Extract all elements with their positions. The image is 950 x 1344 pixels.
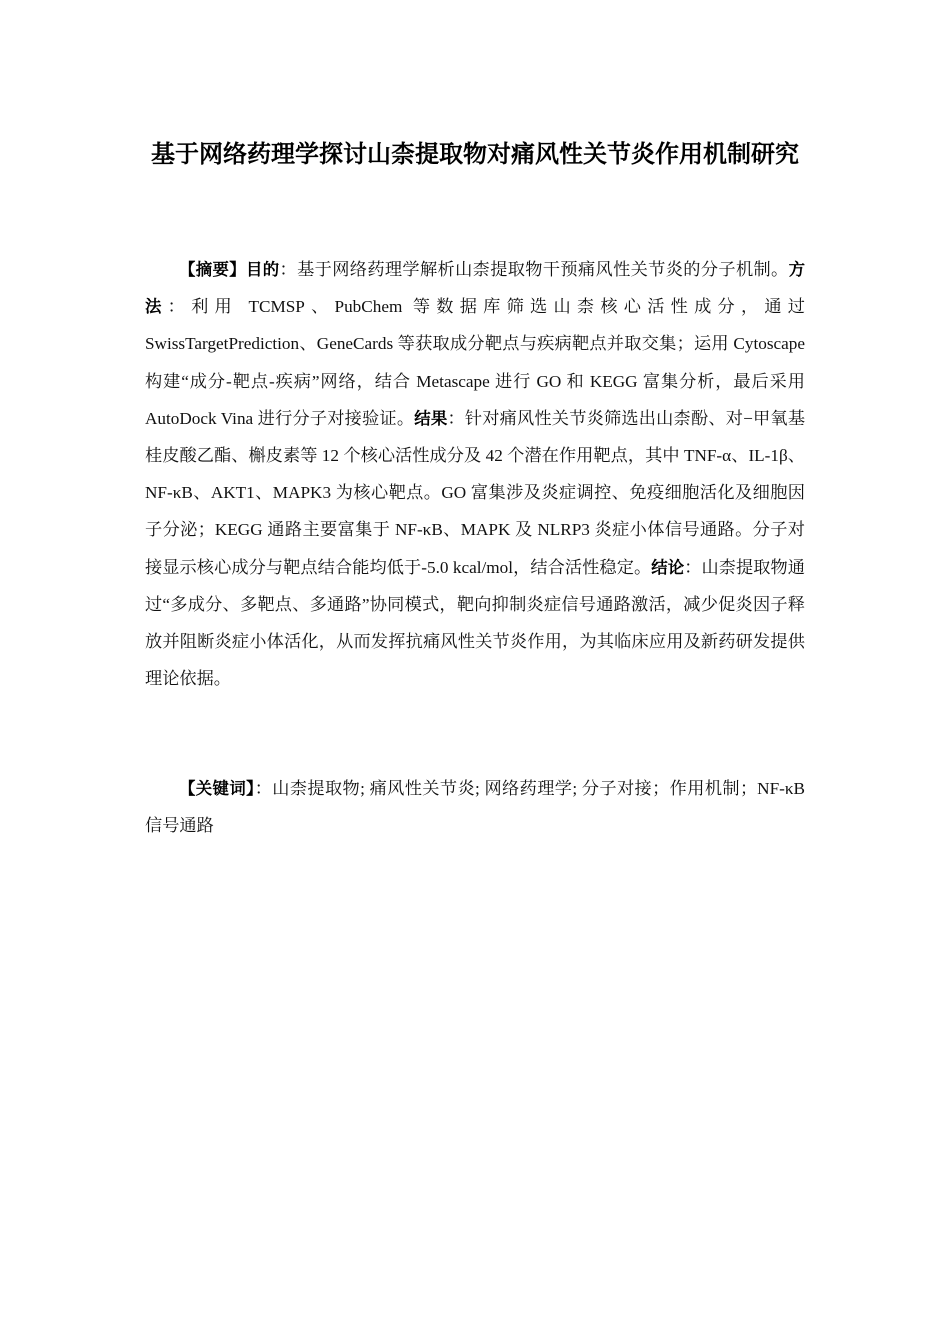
keywords-paragraph — [145, 770, 805, 844]
conclusion-text: ：山柰提取物通过“多成分、多靶点、多通路”协同模式，靶向抑制炎症信号通路激活，减少促炎因子释放并阻断炎症小体活化，从而发挥抗痛风性关节炎作用，为其临床应用及新药研发提供理论依据。 — [145, 557, 805, 689]
objective-label: 目的 — [246, 260, 280, 279]
conclusion-label: 结论 — [651, 557, 685, 577]
keywords-text: ：山柰提取物; 痛风性关节炎; 网络药理学; 分子对接；作用机制；NF-κB 信号通路 — [145, 779, 805, 836]
results-text: ：针对痛风性关节炎筛选出山柰酚、对−甲氧基桂皮酸乙酯、槲皮素等 12 个核心活性成分及 42 个潜在作用靶点，其中 TNF-α、IL-1β、NF-κB、AKT1、MAPK3 为核心靶点。GO 富集涉及炎症调控、免疫细胞活化及细胞因子分泌；KEGG 通路主要富集于 NF-κB、MAPK 及 NLRP3 炎症小体信号通路。分子对接显示核心成分与靶点结合能均低于-5.0 kcal/mol，结合活性稳定。 — [145, 408, 806, 577]
paper-title: 基于网络药理学探讨山柰提取物对痛风性关节炎作用机制研究 — [151, 140, 799, 168]
abstract-paragraph — [145, 251, 805, 697]
methods-label: 方法 — [145, 260, 805, 317]
methods-text: ：利用 TCMSP、PubChem 等数据库筛选山柰核心活性成分，通过 SwissTargetPrediction、GeneCards 等获取成分靶点与疾病靶点并取交集；运用 Cytoscape 构建“成分-靶点-疾病”网络，结合 Metascape 进行 GO 和 KEGG 富集分析，最后采用 AutoDock Vina 进行分子对接验证。 — [145, 297, 805, 428]
results-label: 结果 — [414, 408, 448, 428]
keywords-label: 【关键词】 — [179, 779, 255, 798]
abstract-label: 【摘要】 — [179, 260, 247, 279]
objective-text: ：基于网络药理学解析山柰提取物干预痛风性关节炎的分子机制。 — [279, 260, 789, 279]
